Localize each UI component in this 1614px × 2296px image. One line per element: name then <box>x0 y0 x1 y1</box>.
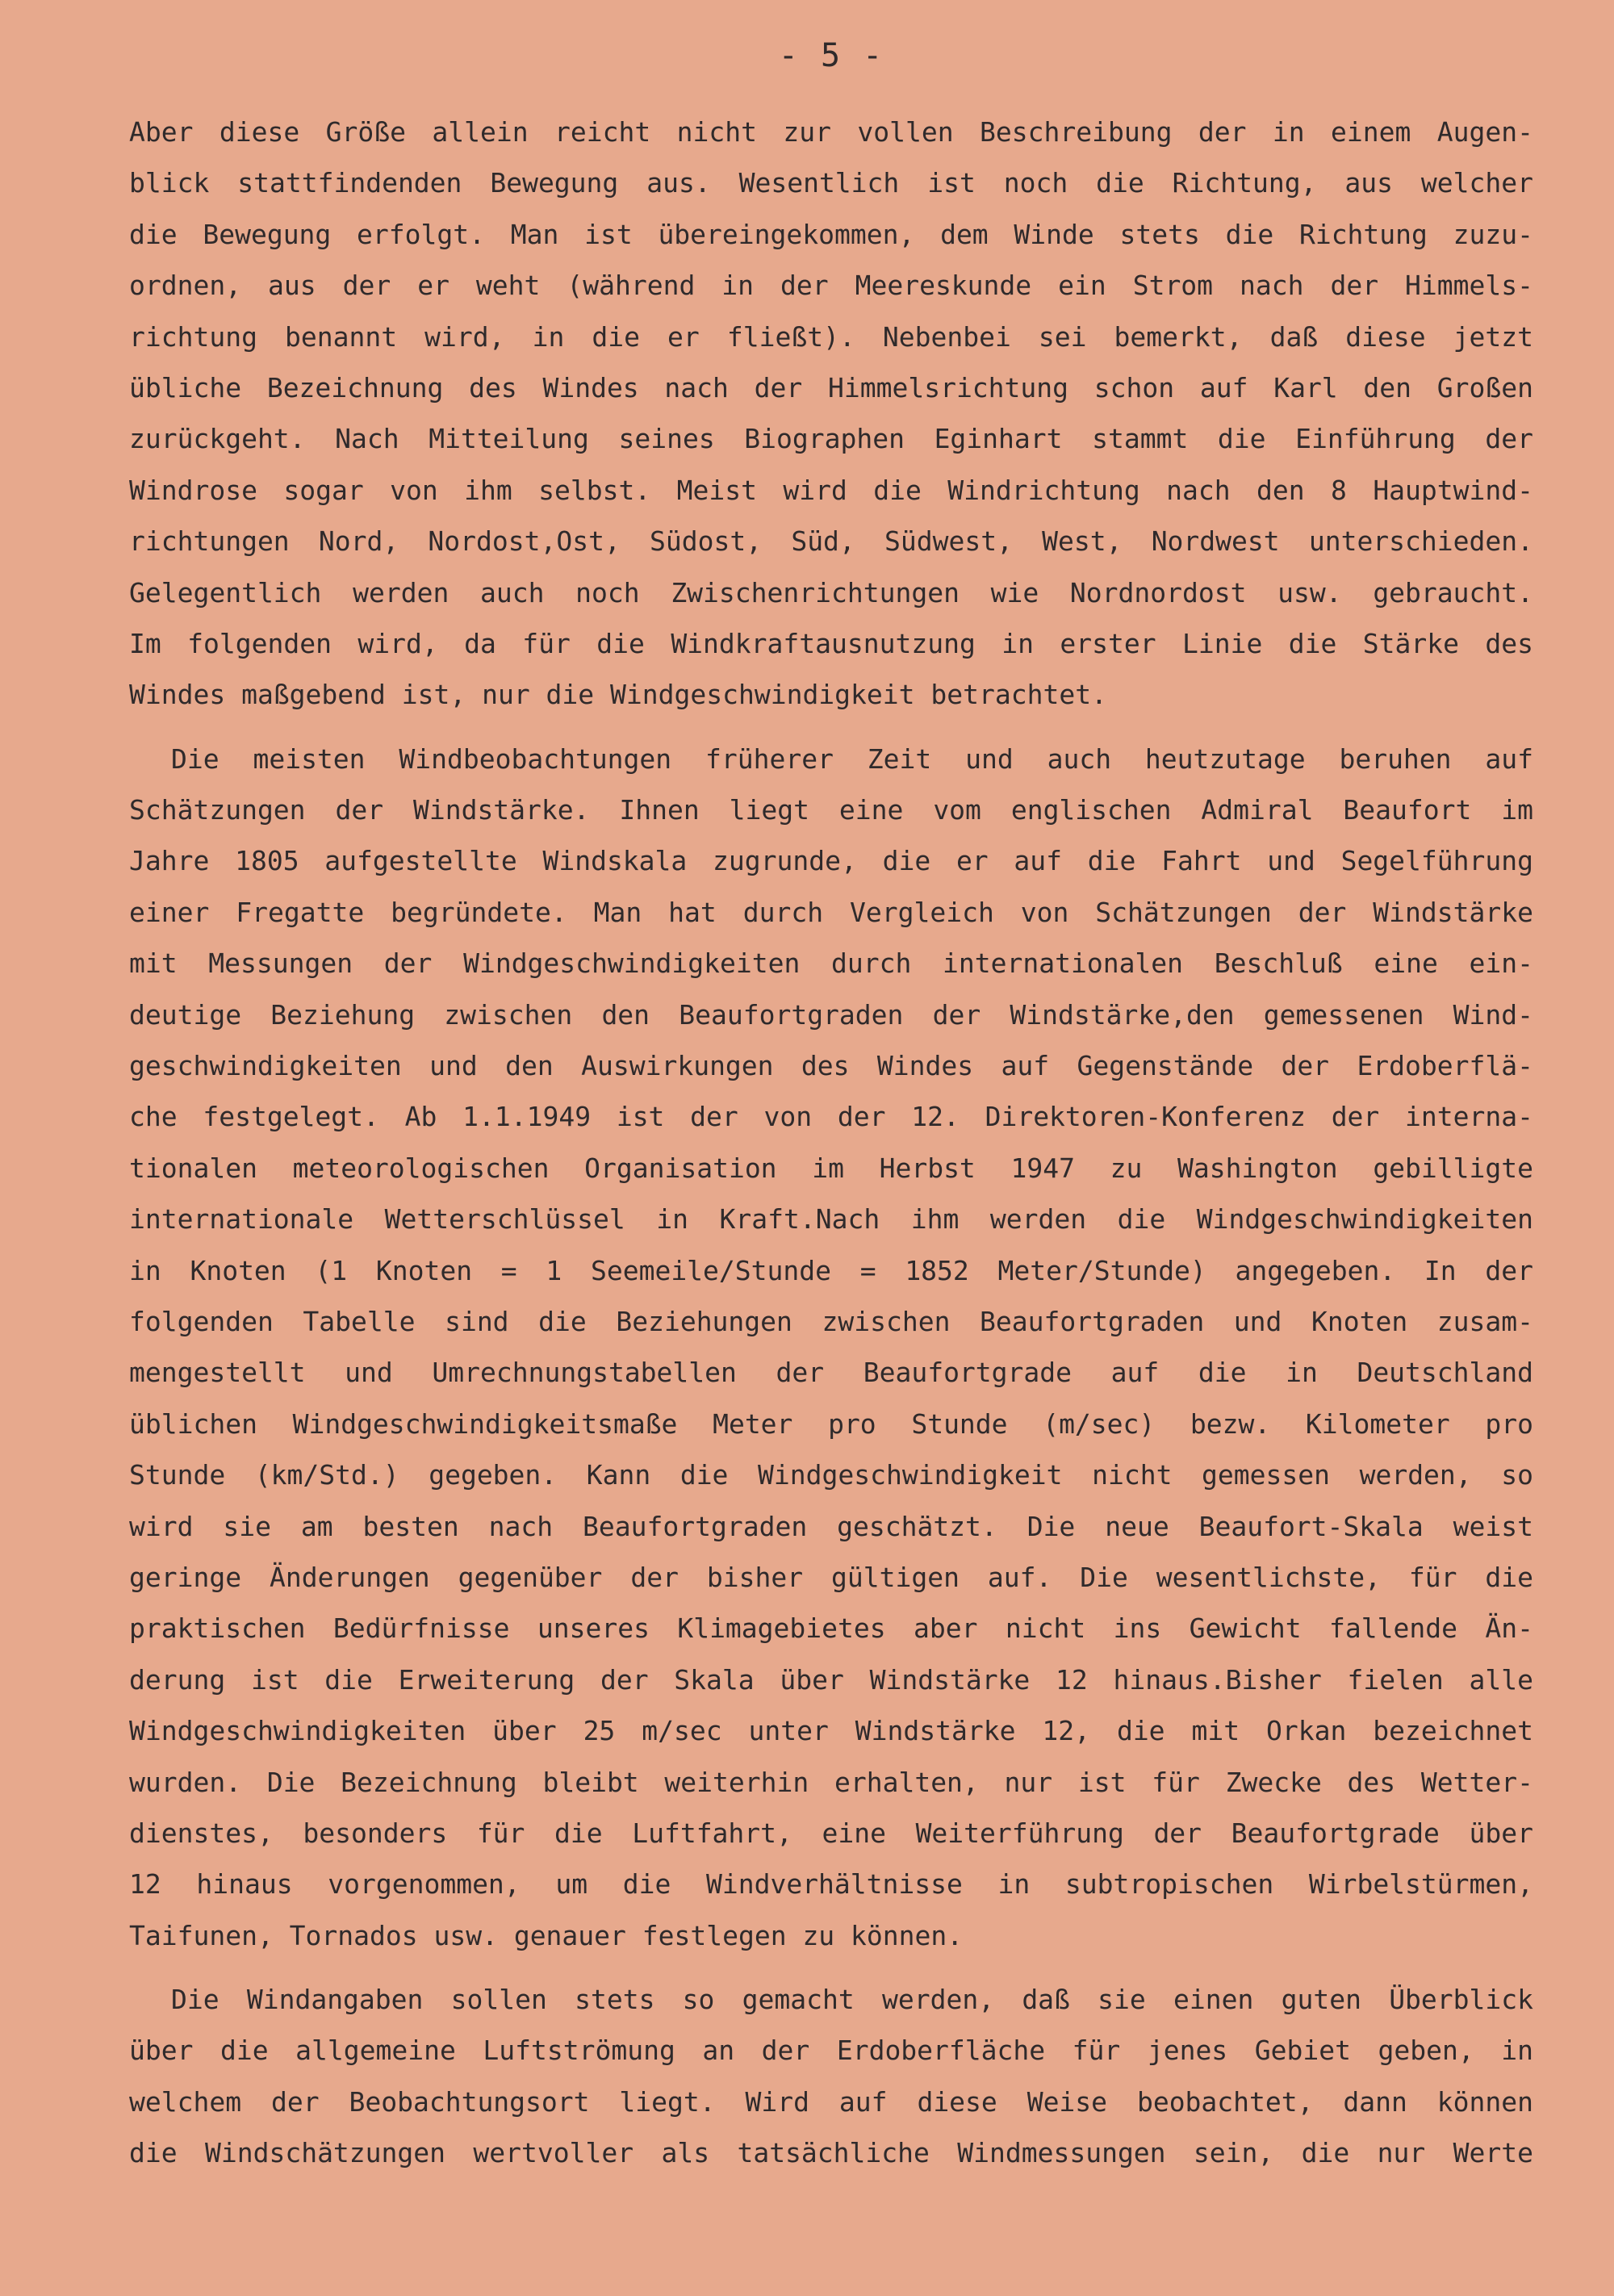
text-line: Windrose sogar von ihm selbst. Meist wird die Windrichtung nach den 8 Hauptwind- <box>129 474 1533 506</box>
text-line: che festgelegt. Ab 1.1.1949 ist der von der 12. Direktoren-Konferenz der interna- <box>129 1101 1533 1133</box>
text-line: deutige Beziehung zwischen den Beaufortgraden der Windstärke,den gemessenen Wind- <box>129 998 1533 1031</box>
text-line: Stunde (km/Std.) gegeben. Kann die Windgeschwindigkeit nicht gemessen werden, so <box>129 1459 1533 1491</box>
text-line: wird sie am besten nach Beaufortgraden geschätzt. Die neue Beaufort-Skala weist <box>129 1510 1533 1542</box>
text-line: Die meisten Windbeobachtungen früherer Zeit und auch heutzutage beruhen auf <box>171 742 1533 775</box>
text-line: geringe Änderungen gegenüber der bisher gültigen auf. Die wesentlichste, für die <box>129 1561 1533 1593</box>
text-line: 12 hinaus vorgenommen, um die Windverhältnisse in subtropischen Wirbelstürmen, <box>129 1868 1533 1901</box>
text-line: internationale Wetterschlüssel in Kraft.Nach ihm werden die Windgeschwindigkeiten <box>129 1203 1533 1236</box>
text-line: richtung benannt wird, in die er fließt). Nebenbei sei bemerkt, daß diese jetzt <box>129 320 1533 353</box>
text-line: ordnen, aus der er weht (während in der Meereskunde ein Strom nach der Himmels- <box>129 270 1533 302</box>
text-line: mengestellt und Umrechnungstabellen der Beaufortgrade auf die in Deutschland <box>129 1357 1533 1389</box>
text-line: übliche Bezeichnung des Windes nach der Himmelsrichtung schon auf Karl den Großen <box>129 371 1533 404</box>
text-line: Jahre 1805 aufgestellte Windskala zugrunde, die er auf die Fahrt und Segelführung <box>129 845 1533 877</box>
text-line: dienstes, besonders für die Luftfahrt, eine Weiterführung der Beaufortgrade über <box>129 1817 1533 1849</box>
text-line: Die Windangaben sollen stets so gemacht werden, daß sie einen guten Überblick <box>171 1984 1533 2016</box>
text-line: Gelegentlich werden auch noch Zwischenrichtungen wie Nordnordost usw. gebraucht. <box>129 576 1533 609</box>
body-text <box>129 107 1533 2179</box>
text-line: Aber diese Größe allein reicht nicht zur vollen Beschreibung der in einem Augen- <box>129 116 1533 148</box>
text-line: geschwindigkeiten und den Auswirkungen des Windes auf Gegenstände der Erdoberflä- <box>129 1050 1533 1082</box>
text-line: Im folgenden wird, da für die Windkraftausnutzung in erster Linie die Stärke des <box>129 627 1533 659</box>
text-line: üblichen Windgeschwindigkeitsmaße Meter pro Stunde (m/sec) bezw. Kilometer pro <box>129 1407 1533 1440</box>
text-line: einer Fregatte begründete. Man hat durch Vergleich von Schätzungen der Windstärke <box>129 896 1533 928</box>
text-line: zurückgeht. Nach Mitteilung seines Biographen Eginhart stammt die Einführung der <box>129 423 1533 455</box>
text-line: welchem der Beobachtungsort liegt. Wird auf diese Weise beobachtet, dann können <box>129 2085 1533 2118</box>
text-line: Windes maßgebend ist, nur die Windgeschwindigkeit betrachtet. <box>129 679 1107 711</box>
text-line: Schätzungen der Windstärke. Ihnen liegt eine vom englischen Admiral Beaufort im <box>129 794 1533 826</box>
text-line: Windgeschwindigkeiten über 25 m/sec unter Windstärke 12, die mit Orkan bezeichnet <box>129 1715 1533 1747</box>
paragraph-3 <box>129 1974 1533 2179</box>
text-line: Taifunen, Tornados usw. genauer festlegen zu können. <box>129 1919 964 1951</box>
text-line: über die allgemeine Luftströmung an der Erdoberfläche für jenes Gebiet geben, in <box>129 2035 1533 2067</box>
text-line: praktischen Bedürfnisse unseres Klimagebietes aber nicht ins Gewicht fallende Än- <box>129 1612 1533 1645</box>
page-number: - 5 - <box>778 37 884 74</box>
text-line: folgenden Tabelle sind die Beziehungen zwischen Beaufortgraden und Knoten zusam- <box>129 1305 1533 1337</box>
text-line: wurden. Die Bezeichnung bleibt weiterhin erhalten, nur ist für Zwecke des Wetter- <box>129 1766 1533 1798</box>
text-line: in Knoten (1 Knoten = 1 Seemeile/Stunde = 1852 Meter/Stunde) angegeben. In der <box>129 1254 1533 1286</box>
text-line: blick stattfindenden Bewegung aus. Wesentlich ist noch die Richtung, aus welcher <box>129 167 1533 199</box>
text-line: mit Messungen der Windgeschwindigkeiten durch internationalen Beschluß eine ein- <box>129 947 1533 980</box>
text-line: derung ist die Erweiterung der Skala über Windstärke 12 hinaus.Bisher fielen alle <box>129 1663 1533 1696</box>
text-line: die Bewegung erfolgt. Man ist übereingekommen, dem Winde stets die Richtung zuzu- <box>129 218 1533 250</box>
paragraph-2 <box>129 734 1533 1961</box>
paragraph-1 <box>129 107 1533 721</box>
text-line: tionalen meteorologischen Organisation im Herbst 1947 zu Washington gebilligte <box>129 1152 1533 1184</box>
text-line: die Windschätzungen wertvoller als tatsächliche Windmessungen sein, die nur Werte <box>129 2137 1533 2169</box>
text-line: richtungen Nord, Nordost,Ost, Südost, Süd, Südwest, West, Nordwest unterschieden. <box>129 525 1533 558</box>
